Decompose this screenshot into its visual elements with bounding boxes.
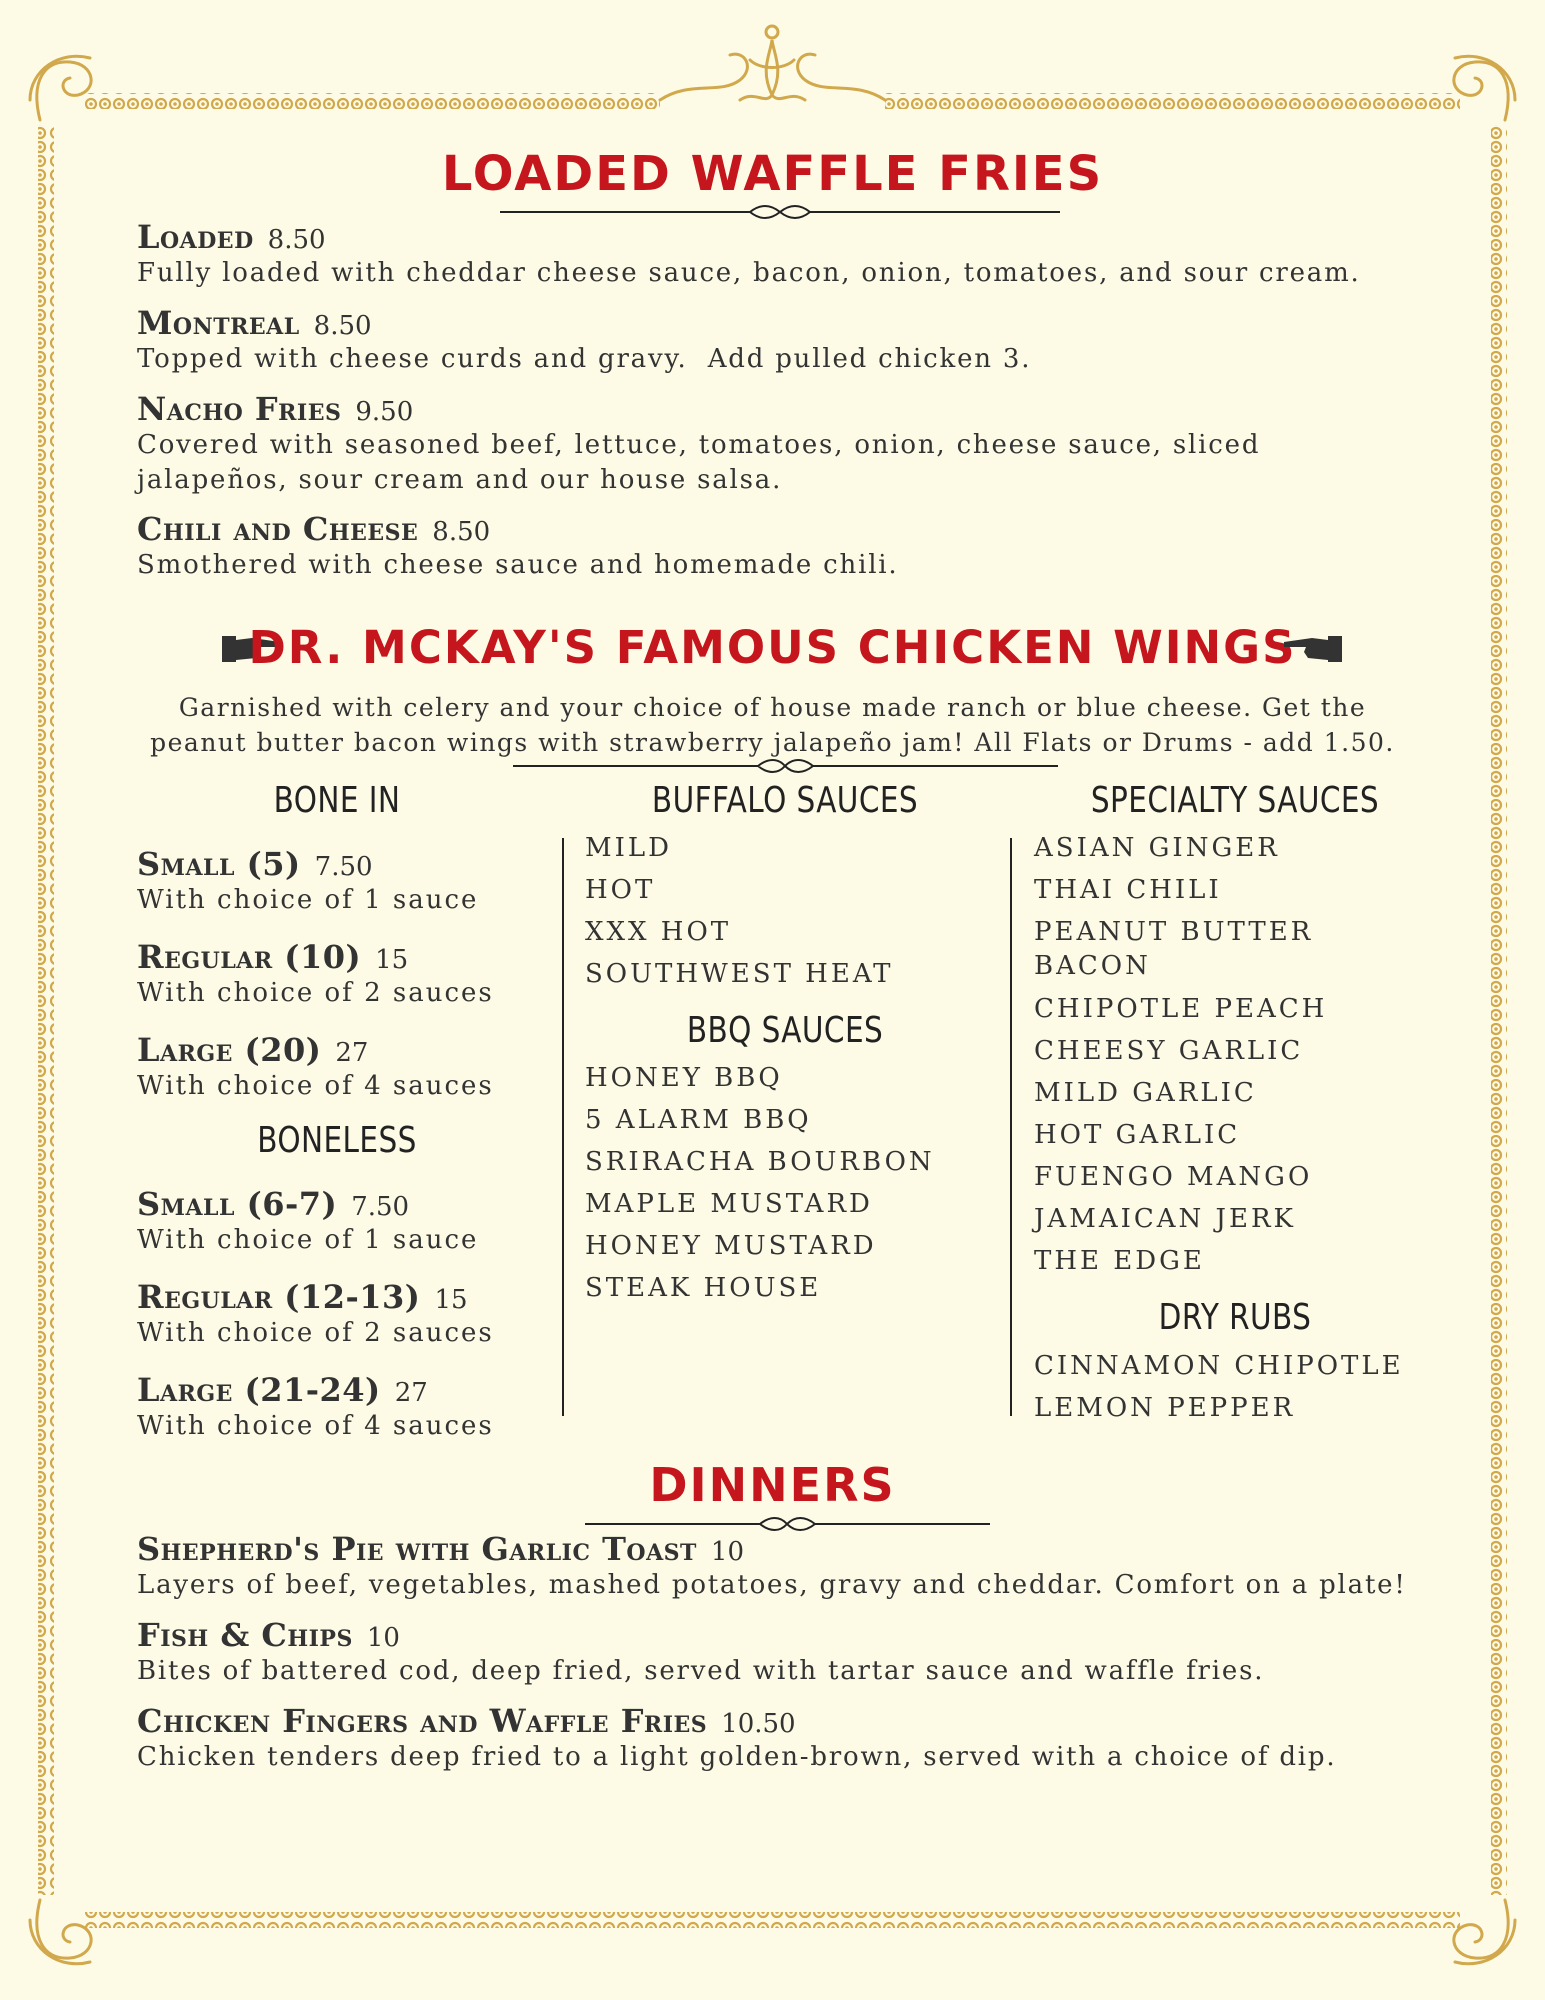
pointing-hand-left-icon — [1282, 628, 1342, 668]
wing-item-bone-in-regular — [137, 938, 557, 1011]
wing-item-bone-in-small — [137, 845, 557, 918]
item-description: Chicken tenders deep fried to a light golden-brown, served with a choice of dip. — [137, 1742, 1337, 1772]
dry-rubs-heading: DRY RUBS — [1158, 1297, 1312, 1338]
item-price: 8.50 — [267, 225, 326, 255]
item-name: Chicken Fingers and Waffle Fries — [137, 1702, 708, 1740]
column-divider — [562, 838, 564, 1416]
item-description: Layers of beef, vegetables, mashed potatoes, gravy and cheddar. Comfort on a plate! — [137, 1570, 1407, 1600]
sauce-item: HOT — [585, 875, 656, 905]
sauce-item: THE EDGE — [1034, 1246, 1205, 1276]
item-name: Shepherd's Pie with Garlic Toast — [137, 1530, 697, 1568]
item-price: 15 — [434, 1285, 468, 1315]
column-divider — [1010, 838, 1012, 1416]
menu-item-montreal — [137, 304, 1437, 377]
menu-item-chicken-fingers — [137, 1702, 1437, 1775]
sauce-item: BACON — [1034, 951, 1151, 981]
item-price: 9.50 — [355, 397, 414, 427]
sauce-item: PEANUT BUTTER — [1034, 917, 1314, 947]
sauce-item: LEMON PEPPER — [1034, 1393, 1296, 1423]
item-price: 8.50 — [313, 311, 372, 341]
item-name: Large (21-24) — [137, 1371, 381, 1409]
sauce-item: SOUTHWEST HEAT — [585, 959, 894, 989]
title-divider-flourish — [513, 756, 1058, 776]
wing-item-bone-in-large — [137, 1031, 557, 1104]
sauce-item: ASIAN GINGER — [1034, 833, 1280, 863]
item-description: With choice of 4 sauces — [137, 1411, 494, 1441]
item-price: 7.50 — [314, 852, 373, 882]
sauce-item: SRIRACHA BOURBON — [585, 1147, 935, 1177]
item-description: Topped with cheese curds and gravy. Add pulled chicken 3. — [137, 344, 1032, 374]
sauce-item: FUENGO MANGO — [1034, 1162, 1313, 1192]
menu-item-loaded — [137, 218, 1437, 291]
item-price: 27 — [394, 1378, 428, 1408]
sauce-item: HONEY BBQ — [585, 1063, 783, 1093]
sauce-item: CHIPOTLE PEACH — [1034, 994, 1328, 1024]
wing-item-boneless-large — [137, 1371, 557, 1444]
item-description: Smothered with cheese sauce and homemade chili. — [137, 550, 899, 580]
bone-in-heading: BONE IN — [273, 780, 401, 821]
sauce-item: JAMAICAN JERK — [1034, 1204, 1296, 1234]
dinners-section-title: DINNERS — [649, 1458, 896, 1512]
item-price: 7.50 — [351, 1192, 410, 1222]
item-name: Montreal — [137, 304, 300, 342]
wing-item-boneless-small — [137, 1185, 557, 1258]
menu-item-fish-chips — [137, 1616, 1437, 1689]
wings-intro-line: peanut butter bacon wings with strawberry jalapeño jam! All Flats or Drums - add 1.50. — [150, 728, 1395, 757]
sauce-item: THAI CHILI — [1034, 875, 1222, 905]
item-description: With choice of 1 sauce — [137, 1225, 479, 1255]
sauce-item: MAPLE MUSTARD — [585, 1189, 873, 1219]
buffalo-sauces-heading: BUFFALO SAUCES — [651, 780, 919, 821]
item-name: Regular (10) — [137, 938, 362, 976]
waffle-section-title: LOADED WAFFLE FRIES — [441, 146, 1104, 202]
bbq-sauces-heading: BBQ SAUCES — [686, 1010, 884, 1051]
sauce-item: MILD GARLIC — [1034, 1078, 1257, 1108]
boneless-heading: BONELESS — [257, 1120, 417, 1161]
item-name: Nacho Fries — [137, 390, 342, 428]
wing-item-boneless-regular — [137, 1278, 557, 1351]
wings-section-title: DR. MCKAY'S FAMOUS CHICKEN WINGS — [248, 621, 1297, 674]
item-price: 10.50 — [721, 1709, 796, 1739]
sauce-item: CINNAMON CHIPOTLE — [1034, 1351, 1404, 1381]
item-name: Small (6-7) — [137, 1185, 338, 1223]
item-description: With choice of 4 sauces — [137, 1071, 494, 1101]
sauce-item: CHEESY GARLIC — [1034, 1036, 1304, 1066]
item-description: Bites of battered cod, deep fried, served with tartar sauce and waffle fries. — [137, 1656, 1265, 1686]
sauce-item: 5 ALARM BBQ — [585, 1105, 812, 1135]
menu-item-nacho-fries — [137, 390, 1327, 498]
item-name: Large (20) — [137, 1031, 322, 1069]
item-name: Loaded — [137, 218, 254, 256]
item-name: Regular (12-13) — [137, 1278, 421, 1316]
item-description: Fully loaded with cheddar cheese sauce, bacon, onion, tomatoes, and sour cream. — [137, 258, 1361, 288]
item-description: Covered with seasoned beef, lettuce, tomatoes, onion, cheese sauce, sliced jalapeños, sour cream and our house salsa. — [137, 430, 1261, 495]
item-description: With choice of 2 sauces — [137, 1318, 494, 1348]
item-price: 27 — [335, 1038, 369, 1068]
sauce-item: HOT GARLIC — [1034, 1120, 1241, 1150]
sauce-item: HONEY MUSTARD — [585, 1231, 877, 1261]
item-name: Small (5) — [137, 845, 301, 883]
sauce-item: STEAK HOUSE — [585, 1273, 822, 1303]
menu-item-chili-cheese — [137, 510, 1437, 583]
sauce-item: MILD — [585, 833, 673, 863]
wings-intro-line: Garnished with celery and your choice of house made ranch or blue cheese. Get the — [178, 693, 1367, 722]
specialty-sauces-heading: SPECIALTY SAUCES — [1090, 780, 1380, 821]
wings-intro — [0, 690, 1545, 760]
item-name: Fish & Chips — [137, 1616, 353, 1654]
item-name: Chili and Cheese — [137, 510, 419, 548]
item-price: 10 — [366, 1623, 400, 1653]
item-description: With choice of 1 sauce — [137, 885, 479, 915]
item-description: With choice of 2 sauces — [137, 978, 494, 1008]
sauce-item: XXX HOT — [585, 917, 732, 947]
item-price: 15 — [375, 945, 409, 975]
menu-item-shepherds-pie — [137, 1530, 1437, 1603]
item-price: 10 — [710, 1537, 744, 1567]
item-price: 8.50 — [432, 517, 491, 547]
